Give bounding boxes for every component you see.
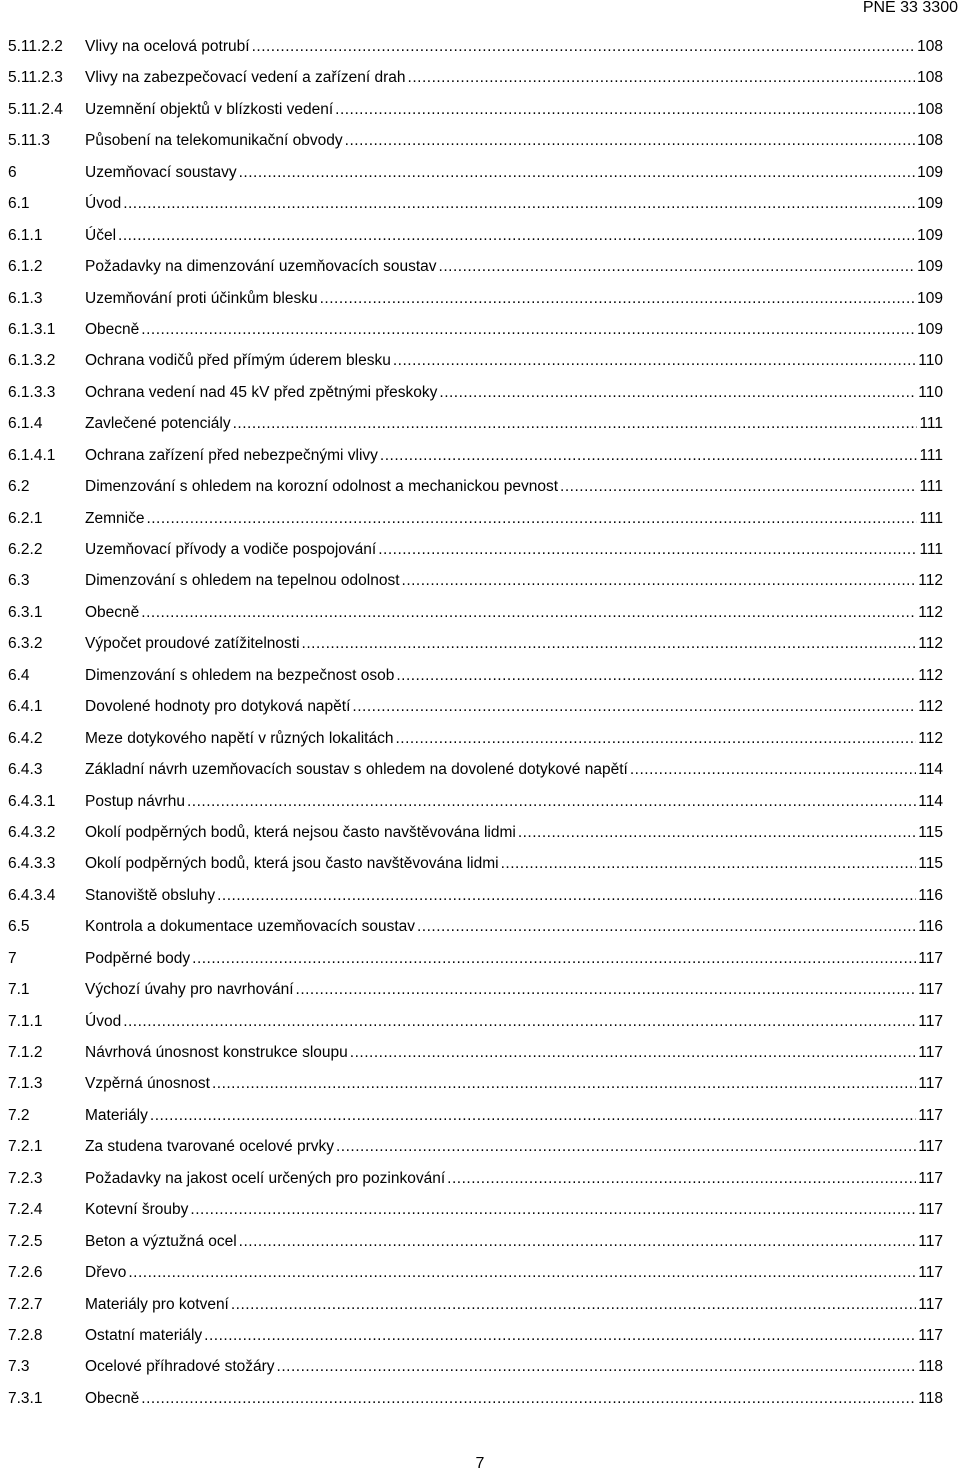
toc-entry-number: 7.1.2 xyxy=(8,1044,43,1061)
toc-entry[interactable] xyxy=(8,69,943,100)
toc-entry-number: 6.2.1 xyxy=(8,509,43,527)
toc-entry-title: Dimenzování s ohledem na tepelnou odolnost xyxy=(85,572,400,590)
toc-dot-leader xyxy=(296,981,917,999)
toc-entry-number: 6.1.4.1 xyxy=(8,446,56,464)
toc-entry-title: Návrhová únosnost konstrukce sloupu xyxy=(85,1044,348,1061)
toc-entry[interactable] xyxy=(8,572,943,603)
toc-entry-page: 114 xyxy=(918,792,943,810)
toc-entry[interactable] xyxy=(8,1138,943,1169)
toc-entry[interactable] xyxy=(8,1170,943,1201)
toc-entry[interactable] xyxy=(8,164,943,195)
toc-entry-number: 6.2.2 xyxy=(8,541,43,558)
toc-entry[interactable] xyxy=(8,290,943,321)
toc-dot-leader xyxy=(239,164,916,182)
toc-entry-page: 116 xyxy=(918,918,943,936)
toc-entry-number: 6.1.3.3 xyxy=(8,383,56,401)
toc-entry-title: Kotevní šrouby xyxy=(85,1201,189,1219)
toc-entry-page: 109 xyxy=(917,226,943,244)
toc-dot-leader xyxy=(141,1390,916,1408)
toc-entry-title: Za studena tvarované ocelové prvky xyxy=(85,1138,334,1156)
toc-entry-title: Beton a výztužná ocel xyxy=(85,1232,237,1250)
toc-entry-page: 111 xyxy=(919,541,943,558)
toc-dot-leader xyxy=(402,572,917,590)
toc-entry[interactable] xyxy=(8,1296,943,1327)
toc-entry[interactable] xyxy=(8,1327,943,1358)
toc-entry[interactable] xyxy=(8,227,943,258)
toc-entry-number: 7.3 xyxy=(8,1358,30,1376)
toc-entry-number: 7 xyxy=(8,949,17,967)
toc-entry-title: Požadavky na jakost ocelí určených pro pozinkování xyxy=(85,1169,446,1187)
toc-dot-leader xyxy=(239,1233,917,1251)
toc-dot-leader xyxy=(335,101,915,119)
toc-entry-number: 6.4.3 xyxy=(8,761,43,779)
toc-entry-page: 117 xyxy=(918,1169,943,1187)
toc-entry-page: 115 xyxy=(918,855,943,873)
toc-entry-page: 108 xyxy=(917,69,943,87)
toc-entry-title: Dovolené hodnoty pro dotyková napětí xyxy=(85,698,351,716)
toc-entry-page: 117 xyxy=(918,1012,943,1030)
toc-dot-leader xyxy=(395,730,916,748)
toc-entry-number: 6.1.3.2 xyxy=(8,352,56,370)
toc-entry-number: 5.11.2.3 xyxy=(8,69,63,87)
toc-entry-number: 7.2.1 xyxy=(8,1138,43,1156)
toc-entry[interactable] xyxy=(8,195,943,226)
toc-entry-title: Zavlečené potenciály xyxy=(85,415,231,433)
toc-entry[interactable] xyxy=(8,384,943,415)
toc-entry-number: 7.1.1 xyxy=(8,1012,43,1030)
table-of-contents xyxy=(8,38,943,1421)
toc-entry-title: Uzemňování proti účinkům blesku xyxy=(85,289,318,307)
toc-entry-title: Výpočet proudové zatížitelnosti xyxy=(85,635,300,653)
toc-entry-page: 111 xyxy=(919,415,943,433)
toc-entry[interactable] xyxy=(8,1201,943,1232)
toc-entry[interactable] xyxy=(8,698,943,729)
toc-entry[interactable] xyxy=(8,635,943,666)
toc-entry-page: 116 xyxy=(918,886,943,904)
toc-entry-page: 108 xyxy=(917,100,943,118)
toc-entry-title: Vlivy na zabezpečovací vedení a zařízení drah xyxy=(85,69,406,87)
toc-dot-leader xyxy=(231,1296,916,1314)
toc-entry[interactable] xyxy=(8,1107,943,1138)
toc-entry-page: 117 xyxy=(918,1075,943,1093)
toc-entry-title: Materiály xyxy=(85,1106,148,1124)
toc-entry-title: Uzemňovací přívody a vodiče pospojování xyxy=(85,541,377,558)
toc-dot-leader xyxy=(277,1358,917,1376)
toc-dot-leader xyxy=(352,698,916,716)
toc-entry-title: Působení na telekomunikační obvody xyxy=(85,132,343,150)
toc-entry-title: Dřevo xyxy=(85,1264,127,1282)
toc-entry-title: Podpěrné body xyxy=(85,949,191,967)
toc-entry-page: 111 xyxy=(919,478,943,496)
toc-dot-leader xyxy=(123,195,915,213)
toc-entry[interactable] xyxy=(8,1044,943,1075)
toc-entry-title: Účel xyxy=(85,226,117,244)
toc-dot-leader xyxy=(501,855,917,873)
toc-entry-title: Zemniče xyxy=(85,509,145,527)
toc-entry-page: 112 xyxy=(918,666,943,684)
toc-entry-page: 115 xyxy=(918,823,943,841)
toc-dot-leader xyxy=(204,1327,916,1345)
toc-entry-number: 6.2 xyxy=(8,478,30,496)
toc-entry[interactable] xyxy=(8,981,943,1012)
document-code: PNE 33 3300 xyxy=(862,0,958,16)
toc-dot-leader xyxy=(439,258,916,276)
toc-entry[interactable] xyxy=(8,321,943,352)
toc-entry-title: Ochrana zařízení před nebezpečnými vlivy xyxy=(85,446,378,464)
toc-dot-leader xyxy=(118,227,915,245)
toc-entry-page: 109 xyxy=(917,289,943,307)
toc-entry-page: 110 xyxy=(918,383,943,401)
toc-entry-title: Dimenzování s ohledem na korozní odolnost a mechanickou pevnost xyxy=(85,478,559,496)
toc-dot-leader xyxy=(345,132,915,150)
toc-dot-leader xyxy=(393,352,916,370)
toc-entry-number: 6.1.4 xyxy=(8,415,43,433)
toc-entry[interactable] xyxy=(8,887,943,918)
toc-entry-number: 6.4.1 xyxy=(8,698,43,716)
toc-entry-number: 6 xyxy=(8,163,17,181)
toc-dot-leader xyxy=(630,761,916,779)
toc-entry[interactable] xyxy=(8,918,943,949)
toc-entry[interactable] xyxy=(8,950,943,981)
toc-entry-page: 114 xyxy=(918,761,943,779)
toc-entry-number: 6.1.3 xyxy=(8,289,43,307)
toc-dot-leader xyxy=(141,604,916,622)
toc-dot-leader xyxy=(252,38,916,56)
toc-entry-page: 117 xyxy=(918,1044,943,1061)
toc-entry-number: 6.4.2 xyxy=(8,729,43,747)
toc-entry-number: 6.3.1 xyxy=(8,603,43,621)
toc-entry-number: 6.4 xyxy=(8,666,30,684)
toc-dot-leader xyxy=(217,887,916,905)
toc-entry-title: Požadavky na dimenzování uzemňovacích soustav xyxy=(85,258,437,276)
toc-entry-page: 117 xyxy=(918,1138,943,1156)
toc-entry-page: 111 xyxy=(919,446,943,464)
toc-entry-page: 109 xyxy=(917,258,943,276)
toc-entry-title: Uzemňovací soustavy xyxy=(85,163,237,181)
toc-entry-title: Uzemnění objektů v blízkosti vedení xyxy=(85,100,334,118)
toc-entry-page: 112 xyxy=(918,729,943,747)
toc-entry[interactable] xyxy=(8,761,943,792)
toc-entry-title: Obecně xyxy=(85,1389,140,1407)
toc-entry-title: Vzpěrná únosnost xyxy=(85,1075,210,1093)
toc-entry-number: 7.2.5 xyxy=(8,1232,43,1250)
toc-dot-leader xyxy=(187,793,916,811)
toc-entry-number: 7.1.3 xyxy=(8,1075,43,1093)
toc-entry-page: 112 xyxy=(918,698,943,716)
toc-entry-number: 6.4.3.3 xyxy=(8,855,56,873)
toc-entry-title: Ochrana vedení nad 45 kV před zpětnými přeskoky xyxy=(85,383,438,401)
toc-entry-page: 117 xyxy=(918,1232,943,1250)
toc-entry-number: 6.1 xyxy=(8,195,30,213)
toc-entry-title: Ostatní materiály xyxy=(85,1326,203,1344)
toc-entry[interactable] xyxy=(8,1013,943,1044)
toc-dot-leader xyxy=(192,950,916,968)
toc-dot-leader xyxy=(380,447,918,465)
toc-entry[interactable] xyxy=(8,258,943,289)
toc-entry[interactable] xyxy=(8,1264,943,1295)
toc-dot-leader xyxy=(447,1170,916,1188)
toc-entry-number: 5.11.3 xyxy=(8,132,50,150)
toc-entry-title: Postup návrhu xyxy=(85,792,185,810)
toc-entry-page: 112 xyxy=(918,572,943,590)
toc-entry-number: 6.5 xyxy=(8,918,30,936)
toc-entry-title: Stanoviště obsluhy xyxy=(85,886,216,904)
toc-entry-title: Dimenzování s ohledem na bezpečnost osob xyxy=(85,666,395,684)
toc-dot-leader xyxy=(396,667,916,685)
toc-entry-page: 108 xyxy=(917,132,943,150)
toc-entry[interactable] xyxy=(8,1233,943,1264)
toc-entry-number: 6.4.3.2 xyxy=(8,823,56,841)
toc-entry-title: Okolí podpěrných bodů, která nejsou často navštěvována lidmi xyxy=(85,823,516,841)
toc-entry[interactable] xyxy=(8,478,943,509)
toc-entry-title: Výchozí úvahy pro navrhování xyxy=(85,981,294,999)
toc-entry[interactable] xyxy=(8,667,943,698)
toc-entry[interactable] xyxy=(8,1358,943,1389)
toc-entry-number: 6.1.1 xyxy=(8,226,43,244)
toc-dot-leader xyxy=(141,321,915,339)
toc-entry-number: 7.2.4 xyxy=(8,1201,43,1219)
toc-entry[interactable] xyxy=(8,38,943,69)
toc-entry[interactable] xyxy=(8,541,943,572)
toc-entry-title: Obecně xyxy=(85,320,140,338)
toc-entry-number: 5.11.2.2 xyxy=(8,38,63,55)
toc-entry-number: 7.2 xyxy=(8,1106,30,1124)
toc-entry-page: 118 xyxy=(918,1389,943,1407)
toc-entry-page: 112 xyxy=(918,635,943,653)
toc-entry[interactable] xyxy=(8,132,943,163)
toc-dot-leader xyxy=(128,1264,916,1282)
toc-entry[interactable] xyxy=(8,604,943,635)
toc-dot-leader xyxy=(417,918,916,936)
toc-entry-number: 6.3.2 xyxy=(8,635,43,653)
toc-entry-title: Základní návrh uzemňovacích soustav s ohledem na dovolené dotykové napětí xyxy=(85,761,628,779)
toc-entry[interactable] xyxy=(8,510,943,541)
page-number: 7 xyxy=(475,1455,485,1472)
toc-dot-leader xyxy=(190,1201,916,1219)
toc-entry-page: 109 xyxy=(917,320,943,338)
toc-dot-leader xyxy=(146,510,917,528)
toc-dot-leader xyxy=(302,635,917,653)
toc-entry-number: 6.4.3.1 xyxy=(8,792,56,810)
toc-entry-title: Kontrola a dokumentace uzemňovacích soustav xyxy=(85,918,415,936)
toc-entry-title: Úvod xyxy=(85,1012,122,1030)
toc-entry[interactable] xyxy=(8,447,943,478)
toc-dot-leader xyxy=(233,415,918,433)
toc-entry-page: 117 xyxy=(918,1264,943,1282)
toc-entry[interactable] xyxy=(8,415,943,446)
toc-entry-page: 109 xyxy=(917,195,943,213)
toc-dot-leader xyxy=(518,824,916,842)
toc-entry-page: 117 xyxy=(918,1295,943,1313)
toc-entry-number: 5.11.2.4 xyxy=(8,100,63,118)
toc-entry-title: Úvod xyxy=(85,195,122,213)
toc-entry-page: 117 xyxy=(918,981,943,999)
toc-entry-title: Obecně xyxy=(85,603,140,621)
toc-entry-page: 117 xyxy=(918,1106,943,1124)
toc-entry-page: 118 xyxy=(918,1358,943,1376)
toc-entry-number: 6.3 xyxy=(8,572,30,590)
toc-dot-leader xyxy=(320,290,916,308)
toc-entry-page: 117 xyxy=(918,949,943,967)
toc-entry-page: 109 xyxy=(917,163,943,181)
toc-dot-leader xyxy=(212,1075,916,1093)
toc-entry-page: 110 xyxy=(918,352,943,370)
toc-entry-page: 111 xyxy=(919,509,943,527)
toc-entry[interactable] xyxy=(8,1075,943,1106)
toc-dot-leader xyxy=(408,69,916,87)
toc-entry-title: Meze dotykového napětí v různých lokalitách xyxy=(85,729,394,747)
toc-entry-page: 108 xyxy=(917,38,943,55)
toc-entry-title: Vlivy na ocelová potrubí xyxy=(85,38,250,55)
toc-dot-leader xyxy=(560,478,917,496)
toc-entry-number: 7.2.3 xyxy=(8,1169,43,1187)
toc-dot-leader xyxy=(150,1107,916,1125)
toc-entry[interactable] xyxy=(8,824,943,855)
toc-entry[interactable] xyxy=(8,352,943,383)
toc-entry[interactable] xyxy=(8,101,943,132)
toc-entry-number: 6.4.3.4 xyxy=(8,886,56,904)
toc-entry-page: 117 xyxy=(918,1326,943,1344)
toc-dot-leader xyxy=(378,541,917,559)
toc-entry-title: Ochrana vodičů před přímým úderem blesku xyxy=(85,352,391,370)
toc-dot-leader xyxy=(336,1138,916,1156)
toc-entry-number: 7.2.7 xyxy=(8,1295,43,1313)
toc-dot-leader xyxy=(350,1044,916,1062)
toc-entry-number: 7.1 xyxy=(8,981,30,999)
toc-dot-leader xyxy=(123,1013,916,1031)
toc-entry-title: Materiály pro kotvení xyxy=(85,1295,229,1313)
toc-entry-page: 117 xyxy=(918,1201,943,1219)
toc-entry[interactable] xyxy=(8,1390,943,1421)
toc-entry[interactable] xyxy=(8,730,943,761)
toc-entry[interactable] xyxy=(8,793,943,824)
toc-entry-page: 112 xyxy=(918,603,943,621)
toc-entry-title: Okolí podpěrných bodů, která jsou často navštěvována lidmi xyxy=(85,855,499,873)
toc-dot-leader xyxy=(439,384,916,402)
toc-entry-number: 7.2.6 xyxy=(8,1264,43,1282)
toc-entry[interactable] xyxy=(8,855,943,886)
toc-entry-number: 7.2.8 xyxy=(8,1326,43,1344)
toc-entry-title: Ocelové příhradové stožáry xyxy=(85,1358,275,1376)
toc-entry-number: 6.1.2 xyxy=(8,258,43,276)
toc-entry-number: 7.3.1 xyxy=(8,1389,43,1407)
toc-entry-number: 6.1.3.1 xyxy=(8,320,56,338)
